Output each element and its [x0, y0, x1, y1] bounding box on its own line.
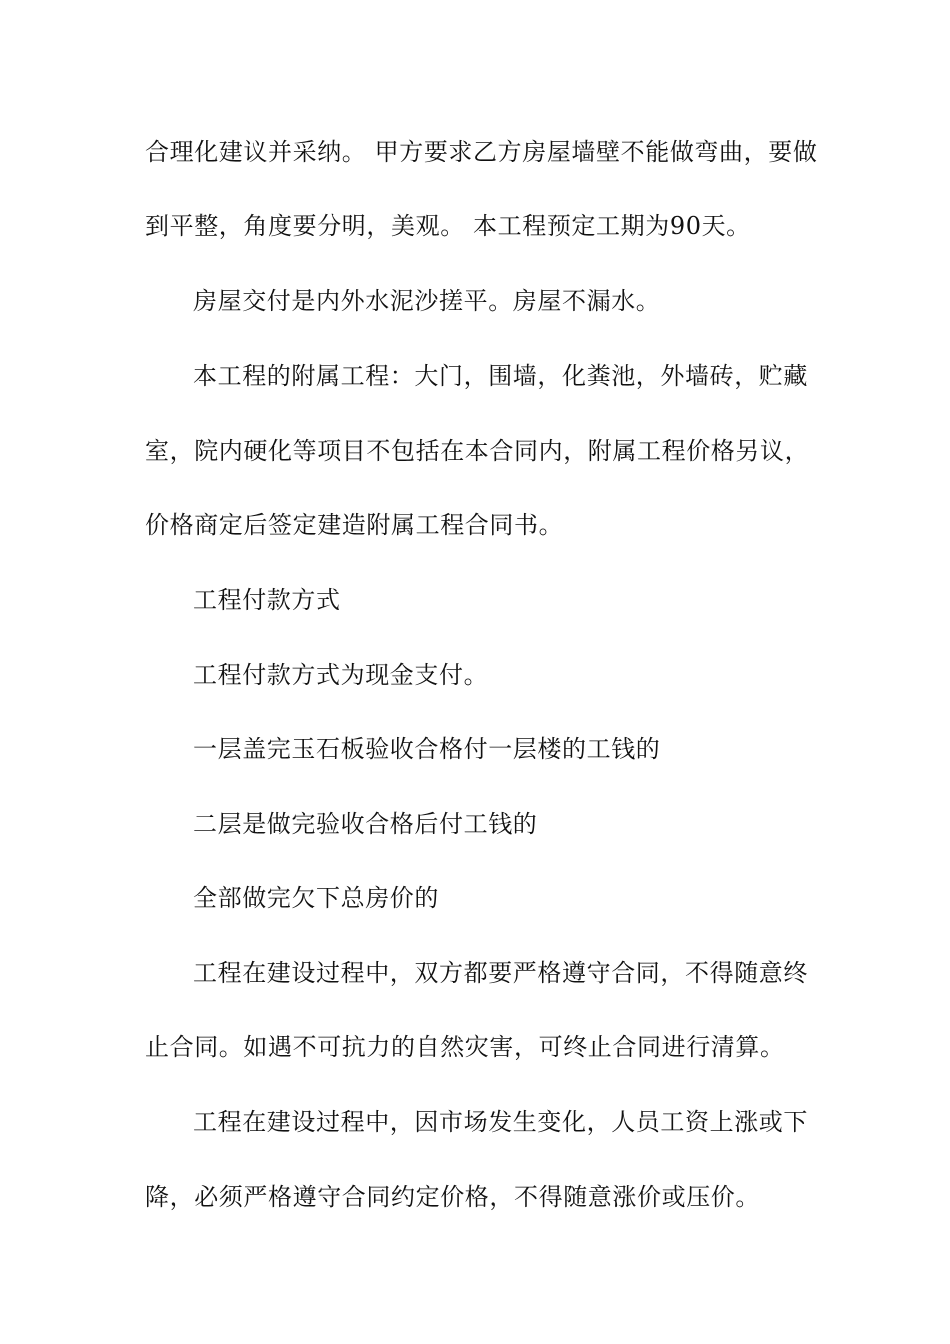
paragraph-start-line: 工程在建设过程中，因市场发生变化，人员工资上涨或下	[193, 1108, 808, 1136]
paragraph-start-line: 房屋交付是内外水泥沙搓平。房屋不漏水。	[193, 287, 661, 315]
paragraph-start-line: 工程在建设过程中，双方都要严格遵守合同，不得随意终	[193, 959, 808, 987]
text-line: 到平整，角度要分明，美观。 本工程预定工期为90天。	[145, 212, 751, 240]
paragraph-start-line: 一层盖完玉石板验收合格付一层楼的工钱的	[193, 735, 661, 763]
text-line: 合理化建议并采纳。 甲方要求乙方房屋墙壁不能做弯曲，要做	[145, 138, 818, 166]
section-heading: 工程付款方式	[193, 586, 341, 614]
paragraph-start-line: 本工程的附属工程：大门，围墙，化粪池，外墙砖，贮藏	[193, 362, 808, 390]
text-line: 价格商定后签定建造附属工程合同书。	[145, 511, 564, 539]
text-line: 室，院内硬化等项目不包括在本合同内，附属工程价格另议，	[145, 437, 810, 465]
text-line: 止合同。如遇不可抗力的自然灾害，可终止合同进行清算。	[145, 1033, 785, 1061]
paragraph-start-line: 全部做完欠下总房价的	[193, 884, 439, 912]
paragraph-start-line: 工程付款方式为现金支付。	[193, 661, 489, 689]
paragraph-start-line: 二层是做完验收合格后付工钱的	[193, 810, 538, 838]
text-line: 降，必须严格遵守合同约定价格，不得随意涨价或压价。	[145, 1183, 760, 1211]
